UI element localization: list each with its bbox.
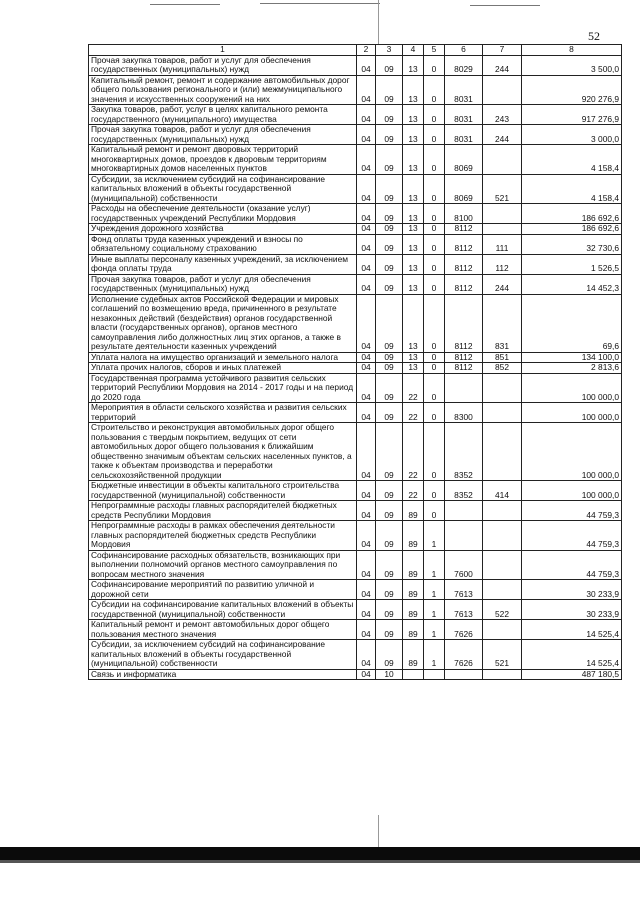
code-subsection-cell: 09	[376, 363, 403, 374]
code-section-cell: 04	[357, 274, 376, 294]
code-subsection-cell: 09	[376, 352, 403, 363]
code-subsection-cell: 09	[376, 640, 403, 670]
code-expense-type-cell	[483, 580, 522, 600]
code-program-cell: 13	[403, 234, 424, 254]
budget-table	[88, 44, 622, 680]
code-target-cell: 8112	[445, 224, 483, 235]
code-section-cell: 04	[357, 125, 376, 145]
code-subsection-cell: 10	[376, 669, 403, 680]
item-name-cell: Государственная программа устойчивого развития сельских территорий Республики Мордовия на 2014 - 2017 годы и на период до 2020 года	[89, 373, 357, 403]
code-section-cell: 04	[357, 254, 376, 274]
item-name-cell: Закупка товаров, работ, услуг в целях капитального ремонта государственного (муниципального) имущества	[89, 105, 357, 125]
code-expense-type-cell	[483, 204, 522, 224]
code-section-cell: 04	[357, 204, 376, 224]
code-subprogram-cell: 0	[424, 294, 445, 352]
code-program-cell: 89	[403, 550, 424, 580]
code-subprogram-cell: 0	[424, 481, 445, 501]
code-subprogram-cell: 0	[424, 363, 445, 374]
table-row	[89, 145, 622, 175]
amount-cell: 917 276,9	[522, 105, 622, 125]
scan-bottom-shadow	[0, 860, 640, 863]
code-subsection-cell: 09	[376, 580, 403, 600]
table-row	[89, 373, 622, 403]
item-name-cell: Капитальный ремонт и ремонт автомобильных дорог общего пользования местного значения	[89, 620, 357, 640]
code-expense-type-cell: 521	[483, 640, 522, 670]
code-subsection-cell: 09	[376, 403, 403, 423]
code-expense-type-cell: 244	[483, 274, 522, 294]
code-section-cell: 04	[357, 640, 376, 670]
amount-cell: 134 100,0	[522, 352, 622, 363]
code-subsection-cell: 09	[376, 234, 403, 254]
code-subprogram-cell: 1	[424, 550, 445, 580]
amount-cell: 920 276,9	[522, 75, 622, 105]
code-subsection-cell: 09	[376, 373, 403, 403]
code-program-cell: 13	[403, 55, 424, 75]
amount-cell: 14 452,3	[522, 274, 622, 294]
code-subsection-cell: 09	[376, 75, 403, 105]
code-subprogram-cell: 0	[424, 174, 445, 204]
code-target-cell: 8112	[445, 294, 483, 352]
code-subprogram-cell: 1	[424, 640, 445, 670]
item-name-cell: Исполнение судебных актов Российской Федерации и мировых соглашений по возмещению вреда, причиненного в результате незаконных действий (бездействия) органов государственной власти (государственных органов), органов местного самоуправления либо должностных лиц этих органов, а также в результате деятельности казенных учреждений	[89, 294, 357, 352]
code-section-cell: 04	[357, 521, 376, 551]
item-name-cell: Субсидии, за исключением субсидий на софинансирование капитальных вложений в объекты государственной (муниципальной) собственности	[89, 640, 357, 670]
code-subsection-cell: 09	[376, 620, 403, 640]
code-target-cell	[445, 521, 483, 551]
table-row	[89, 224, 622, 235]
item-name-cell: Учреждения дорожного хозяйства	[89, 224, 357, 235]
code-target-cell: 8100	[445, 204, 483, 224]
table-row	[89, 363, 622, 374]
code-program-cell: 89	[403, 521, 424, 551]
page-number: 52	[588, 29, 600, 43]
code-section-cell: 04	[357, 174, 376, 204]
table-row	[89, 352, 622, 363]
code-program-cell: 89	[403, 501, 424, 521]
table-row	[89, 580, 622, 600]
amount-cell: 100 000,0	[522, 403, 622, 423]
code-program-cell: 13	[403, 254, 424, 274]
amount-cell: 100 000,0	[522, 373, 622, 403]
header-cell: 5	[424, 45, 445, 56]
code-subprogram-cell: 0	[424, 105, 445, 125]
amount-cell: 14 525,4	[522, 620, 622, 640]
code-target-cell: 7613	[445, 580, 483, 600]
code-program-cell: 22	[403, 403, 424, 423]
amount-cell: 2 813,6	[522, 363, 622, 374]
code-section-cell: 04	[357, 550, 376, 580]
code-program-cell: 89	[403, 620, 424, 640]
scan-bottom-edge	[0, 847, 640, 861]
amount-cell: 4 158,4	[522, 174, 622, 204]
table-row	[89, 481, 622, 501]
code-subprogram-cell: 0	[424, 234, 445, 254]
table-row	[89, 75, 622, 105]
item-name-cell: Субсидии, за исключением субсидий на софинансирование капитальных вложений в объекты государственной (муниципальной) собственности	[89, 174, 357, 204]
code-section-cell: 04	[357, 75, 376, 105]
code-expense-type-cell: 521	[483, 174, 522, 204]
amount-cell: 44 759,3	[522, 501, 622, 521]
code-section-cell: 04	[357, 352, 376, 363]
code-program-cell: 13	[403, 105, 424, 125]
table-row	[89, 55, 622, 75]
item-name-cell: Уплата налога на имущество организаций и земельного налога	[89, 352, 357, 363]
amount-cell: 44 759,3	[522, 521, 622, 551]
code-target-cell	[445, 373, 483, 403]
code-expense-type-cell	[483, 423, 522, 481]
code-target-cell: 8300	[445, 403, 483, 423]
code-subprogram-cell: 0	[424, 423, 445, 481]
amount-cell: 44 759,3	[522, 550, 622, 580]
table-row	[89, 403, 622, 423]
item-name-cell: Капитальный ремонт и ремонт дворовых территорий многоквартирных домов, проездов к дворовым территориям многоквартирных домов населенных пунктов	[89, 145, 357, 175]
code-subprogram-cell: 0	[424, 352, 445, 363]
code-subsection-cell: 09	[376, 105, 403, 125]
code-target-cell: 8031	[445, 125, 483, 145]
code-target-cell: 8031	[445, 105, 483, 125]
amount-cell: 100 000,0	[522, 423, 622, 481]
code-subprogram-cell: 1	[424, 600, 445, 620]
amount-cell: 1 526,5	[522, 254, 622, 274]
code-section-cell: 04	[357, 145, 376, 175]
table-row	[89, 125, 622, 145]
code-target-cell: 8112	[445, 352, 483, 363]
code-subprogram-cell: 0	[424, 204, 445, 224]
code-target-cell: 8112	[445, 254, 483, 274]
code-target-cell: 8112	[445, 363, 483, 374]
code-subprogram-cell: 1	[424, 580, 445, 600]
code-expense-type-cell	[483, 224, 522, 235]
code-expense-type-cell	[483, 75, 522, 105]
code-subsection-cell: 09	[376, 501, 403, 521]
code-program-cell: 89	[403, 640, 424, 670]
code-program-cell: 22	[403, 423, 424, 481]
code-subprogram-cell: 1	[424, 521, 445, 551]
amount-cell: 32 730,6	[522, 234, 622, 254]
code-program-cell	[403, 669, 424, 680]
code-section-cell: 04	[357, 294, 376, 352]
amount-cell: 69,6	[522, 294, 622, 352]
table-row	[89, 234, 622, 254]
code-subsection-cell: 09	[376, 174, 403, 204]
item-name-cell: Уплата прочих налогов, сборов и иных платежей	[89, 363, 357, 374]
code-program-cell: 22	[403, 481, 424, 501]
table-row	[89, 501, 622, 521]
code-expense-type-cell: 414	[483, 481, 522, 501]
code-subsection-cell: 09	[376, 481, 403, 501]
code-subprogram-cell: 0	[424, 501, 445, 521]
table-row	[89, 254, 622, 274]
code-subprogram-cell	[424, 669, 445, 680]
item-name-cell: Прочая закупка товаров, работ и услуг для обеспечения государственных (муниципальных) нужд	[89, 55, 357, 75]
code-expense-type-cell	[483, 403, 522, 423]
code-program-cell: 13	[403, 274, 424, 294]
code-subsection-cell: 09	[376, 521, 403, 551]
code-target-cell: 7613	[445, 600, 483, 620]
code-section-cell: 04	[357, 620, 376, 640]
header-cell: 8	[522, 45, 622, 56]
code-subprogram-cell: 0	[424, 125, 445, 145]
item-name-cell: Бюджетные инвестиции в объекты капитального строительства государственной (муниципальной) собственности	[89, 481, 357, 501]
table-row	[89, 174, 622, 204]
code-expense-type-cell: 112	[483, 254, 522, 274]
code-subsection-cell: 09	[376, 204, 403, 224]
scan-artifact-lines	[0, 0, 640, 40]
table-row	[89, 274, 622, 294]
code-section-cell: 04	[357, 600, 376, 620]
code-expense-type-cell: 851	[483, 352, 522, 363]
amount-cell: 4 158,4	[522, 145, 622, 175]
code-target-cell: 8112	[445, 274, 483, 294]
code-subprogram-cell: 0	[424, 145, 445, 175]
amount-cell: 30 233,9	[522, 580, 622, 600]
code-program-cell: 13	[403, 145, 424, 175]
code-target-cell: 7600	[445, 550, 483, 580]
code-target-cell: 8069	[445, 145, 483, 175]
code-expense-type-cell: 243	[483, 105, 522, 125]
code-subsection-cell: 09	[376, 55, 403, 75]
header-cell: 3	[376, 45, 403, 56]
item-name-cell: Непрограммные расходы главных распорядителей бюджетных средств Республики Мордовия	[89, 501, 357, 521]
code-section-cell: 04	[357, 373, 376, 403]
code-expense-type-cell	[483, 550, 522, 580]
amount-cell: 3 000,0	[522, 125, 622, 145]
code-target-cell: 8352	[445, 481, 483, 501]
code-section-cell: 04	[357, 224, 376, 235]
code-expense-type-cell	[483, 373, 522, 403]
item-name-cell: Строительство и реконструкция автомобильных дорог общего пользования с твердым покрытием, ведущих от сети автомобильных дорог общего пользования к ближайшим общественно значимым объектам сельских населенных пунктов, а также к объектам производства и переработки сельскохозяйственной продукции	[89, 423, 357, 481]
code-expense-type-cell	[483, 620, 522, 640]
amount-cell: 487 180,5	[522, 669, 622, 680]
code-section-cell: 04	[357, 403, 376, 423]
amount-cell: 30 233,9	[522, 600, 622, 620]
code-program-cell: 22	[403, 373, 424, 403]
code-target-cell: 8352	[445, 423, 483, 481]
code-expense-type-cell: 244	[483, 55, 522, 75]
code-target-cell: 7626	[445, 620, 483, 640]
code-expense-type-cell: 852	[483, 363, 522, 374]
code-subsection-cell: 09	[376, 145, 403, 175]
code-expense-type-cell	[483, 669, 522, 680]
table-row	[89, 669, 622, 680]
item-name-cell: Связь и информатика	[89, 669, 357, 680]
item-name-cell: Софинансирование расходных обязательств, возникающих при выполнении полномочий органов местного самоуправления по вопросам местного значения	[89, 550, 357, 580]
item-name-cell: Иные выплаты персоналу казенных учреждений, за исключением фонда оплаты труда	[89, 254, 357, 274]
amount-cell: 186 692,6	[522, 224, 622, 235]
code-subprogram-cell: 1	[424, 620, 445, 640]
code-subprogram-cell: 0	[424, 75, 445, 105]
code-target-cell: 8031	[445, 75, 483, 105]
table-row	[89, 204, 622, 224]
table-header-row	[89, 45, 622, 56]
code-target-cell: 7626	[445, 640, 483, 670]
table-row	[89, 105, 622, 125]
header-cell: 7	[483, 45, 522, 56]
table-row	[89, 521, 622, 551]
amount-cell: 3 500,0	[522, 55, 622, 75]
amount-cell: 186 692,6	[522, 204, 622, 224]
code-section-cell: 04	[357, 669, 376, 680]
header-cell: 6	[445, 45, 483, 56]
code-expense-type-cell: 111	[483, 234, 522, 254]
table-row	[89, 620, 622, 640]
item-name-cell: Субсидии на софинансирование капитальных вложений в объекты государственной (муниципальной) собственности	[89, 600, 357, 620]
code-program-cell: 13	[403, 125, 424, 145]
item-name-cell: Фонд оплаты труда казенных учреждений и взносы по обязательному социальному страхованию	[89, 234, 357, 254]
code-section-cell: 04	[357, 481, 376, 501]
table-row	[89, 550, 622, 580]
code-subsection-cell: 09	[376, 254, 403, 274]
code-program-cell: 13	[403, 363, 424, 374]
code-expense-type-cell: 244	[483, 125, 522, 145]
table-row	[89, 640, 622, 670]
code-target-cell: 8029	[445, 55, 483, 75]
scan-fold-line	[378, 0, 379, 44]
code-section-cell: 04	[357, 501, 376, 521]
code-target-cell: 8069	[445, 174, 483, 204]
item-name-cell: Софинансирование мероприятий по развитию уличной и дорожной сети	[89, 580, 357, 600]
item-name-cell: Расходы на обеспечение деятельности (оказание услуг) государственных учреждений Республики Мордовия	[89, 204, 357, 224]
code-subsection-cell: 09	[376, 125, 403, 145]
code-program-cell: 89	[403, 600, 424, 620]
code-expense-type-cell: 831	[483, 294, 522, 352]
code-subsection-cell: 09	[376, 224, 403, 235]
amount-cell: 14 525,4	[522, 640, 622, 670]
code-subsection-cell: 09	[376, 423, 403, 481]
code-subprogram-cell: 0	[424, 274, 445, 294]
code-program-cell: 13	[403, 75, 424, 105]
code-target-cell: 8112	[445, 234, 483, 254]
code-program-cell: 13	[403, 174, 424, 204]
table-row	[89, 600, 622, 620]
code-subprogram-cell: 0	[424, 373, 445, 403]
item-name-cell: Непрограммные расходы в рамках обеспечения деятельности главных распорядителей бюджетных средств Республики Мордовия	[89, 521, 357, 551]
code-subsection-cell: 09	[376, 600, 403, 620]
code-target-cell	[445, 501, 483, 521]
item-name-cell: Мероприятия в области сельского хозяйства и развития сельских территорий	[89, 403, 357, 423]
header-cell: 2	[357, 45, 376, 56]
code-subsection-cell: 09	[376, 294, 403, 352]
code-section-cell: 04	[357, 363, 376, 374]
code-program-cell: 13	[403, 204, 424, 224]
code-section-cell: 04	[357, 423, 376, 481]
header-cell: 1	[89, 45, 357, 56]
code-program-cell: 13	[403, 352, 424, 363]
table-row	[89, 294, 622, 352]
item-name-cell: Прочая закупка товаров, работ и услуг для обеспечения государственных (муниципальных) нужд	[89, 274, 357, 294]
code-subsection-cell: 09	[376, 550, 403, 580]
code-expense-type-cell	[483, 501, 522, 521]
code-subsection-cell: 09	[376, 274, 403, 294]
amount-cell: 100 000,0	[522, 481, 622, 501]
code-target-cell	[445, 669, 483, 680]
code-subprogram-cell: 0	[424, 254, 445, 274]
code-subprogram-cell: 0	[424, 403, 445, 423]
code-section-cell: 04	[357, 580, 376, 600]
item-name-cell: Прочая закупка товаров, работ и услуг для обеспечения государственных (муниципальных) нужд	[89, 125, 357, 145]
code-expense-type-cell	[483, 521, 522, 551]
table-row	[89, 423, 622, 481]
code-program-cell: 13	[403, 224, 424, 235]
item-name-cell: Капитальный ремонт, ремонт и содержание автомобильных дорог общего пользования регионального и (или) межмуниципального значения и искусственных сооружений на них	[89, 75, 357, 105]
code-expense-type-cell: 522	[483, 600, 522, 620]
code-section-cell: 04	[357, 55, 376, 75]
code-subprogram-cell: 0	[424, 224, 445, 235]
code-expense-type-cell	[483, 145, 522, 175]
code-program-cell: 89	[403, 580, 424, 600]
code-program-cell: 13	[403, 294, 424, 352]
code-section-cell: 04	[357, 234, 376, 254]
code-section-cell: 04	[357, 105, 376, 125]
code-subprogram-cell: 0	[424, 55, 445, 75]
header-cell: 4	[403, 45, 424, 56]
